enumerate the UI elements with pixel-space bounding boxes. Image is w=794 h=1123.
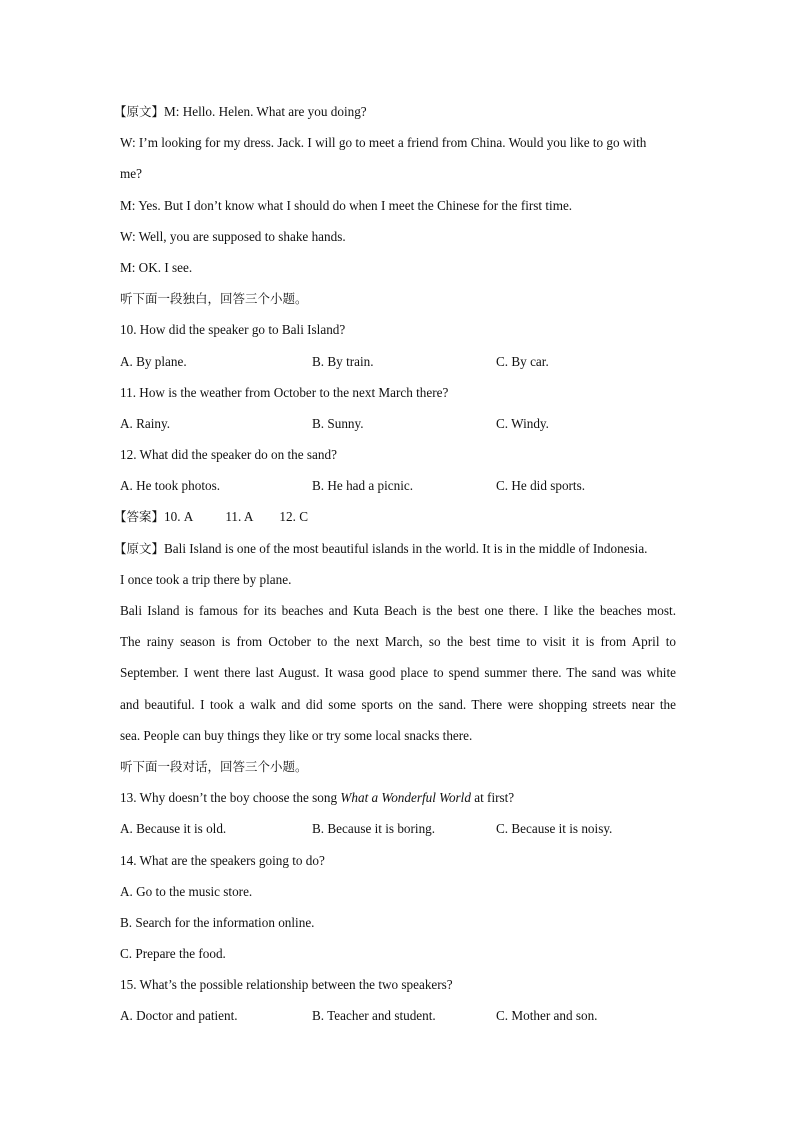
answer-12: 12. C [279, 509, 308, 525]
question-11-options [120, 408, 676, 439]
option-a: A. Rainy. [120, 415, 171, 431]
transcript-line-5: M: OK. I see. [120, 259, 193, 275]
question-10: 10. How did the speaker go to Bali Island? [120, 322, 346, 338]
option-c: C. He did sports. [496, 478, 586, 494]
transcript-para-2-line-2: The rainy season is from October to the next March, so the best time to visit it is from April to [120, 634, 676, 650]
question-14-option-a: A. Go to the music store. [120, 883, 253, 899]
transcript-line-4: W: Well, you are supposed to shake hands. [120, 228, 346, 244]
option-a: A. Doctor and patient. [120, 1008, 238, 1024]
transcript-para-2-line-3: September. I went there last August. It wasa good place to spend summer there. The sand was white [120, 665, 676, 681]
option-c: C. By car. [496, 353, 549, 369]
option-b: B. Sunny. [312, 415, 364, 431]
question-14-option-c: C. Prepare the food. [120, 946, 226, 962]
transcript-para-2-line-5: sea. People can buy things they like or try some local snacks there. [120, 727, 473, 743]
question-11: 11. How is the weather from October to the next March there? [120, 384, 449, 400]
option-a: A. He took photos. [120, 478, 221, 494]
option-b: B. Teacher and student. [312, 1008, 436, 1024]
option-b: B. By train. [312, 353, 374, 369]
transcript-mark: 【原文】 [114, 540, 165, 556]
option-b: B. Because it is boring. [312, 821, 436, 837]
transcript-line-3: M: Yes. But I don’t know what I should do when I meet the Chinese for the first time. [120, 197, 573, 213]
transcript-line-1: 【原文】M: Hello. Helen. What are you doing? [114, 104, 367, 119]
answer-11: 11. A [225, 509, 254, 525]
transcript-para-1-cont: I once took a trip there by plane. [120, 571, 292, 587]
option-a: A. Because it is old. [120, 821, 227, 837]
question-13-options [120, 813, 676, 844]
question-14-option-b: B. Search for the information online. [120, 914, 315, 930]
transcript-para-1: 【原文】Bali Island is one of the most beautiful islands in the world. It is in the middle of Indonesia. [114, 540, 648, 556]
transcript-mark: 【原文】 [114, 104, 165, 119]
transcript-para-2-line-1: Bali Island is famous for its beaches and Kuta Beach is the best one there. I like the beaches most. [120, 603, 676, 618]
answer-mark: 【答案】 [114, 509, 165, 525]
option-b: B. He had a picnic. [312, 478, 414, 494]
document-page [114, 96, 676, 1032]
option-c: C. Because it is noisy. [496, 821, 613, 837]
song-title: What a Wonderful World [340, 790, 471, 806]
question-15-options [120, 1000, 676, 1031]
question-13: 13. Why doesn’t the boy choose the song What a Wonderful World at first? [120, 790, 515, 806]
question-14: 14. What are the speakers going to do? [120, 852, 325, 868]
option-a: A. By plane. [120, 353, 187, 369]
section-instruction-monologue: 听下面一段独白，回答三个小题。 [120, 291, 308, 307]
option-c: C. Mother and son. [496, 1008, 598, 1024]
answer-10: 10. A [164, 509, 194, 525]
section-instruction-dialogue: 听下面一段对话，回答三个小题。 [120, 758, 308, 774]
answer-line [114, 501, 676, 532]
question-12-options [120, 470, 676, 501]
question-15: 15. What’s the possible relationship between the two speakers? [120, 977, 453, 993]
transcript-para-2-line-4: and beautiful. I took a walk and did some sports on the sand. There were shopping streets near the [120, 696, 676, 712]
question-10-options [120, 346, 676, 377]
transcript-line-2-cont: me? [120, 166, 142, 182]
question-12: 12. What did the speaker do on the sand? [120, 447, 337, 463]
transcript-line-2: W: I’m looking for my dress. Jack. I will go to meet a friend from China. Would you like to go with [120, 135, 647, 151]
option-c: C. Windy. [496, 415, 549, 431]
